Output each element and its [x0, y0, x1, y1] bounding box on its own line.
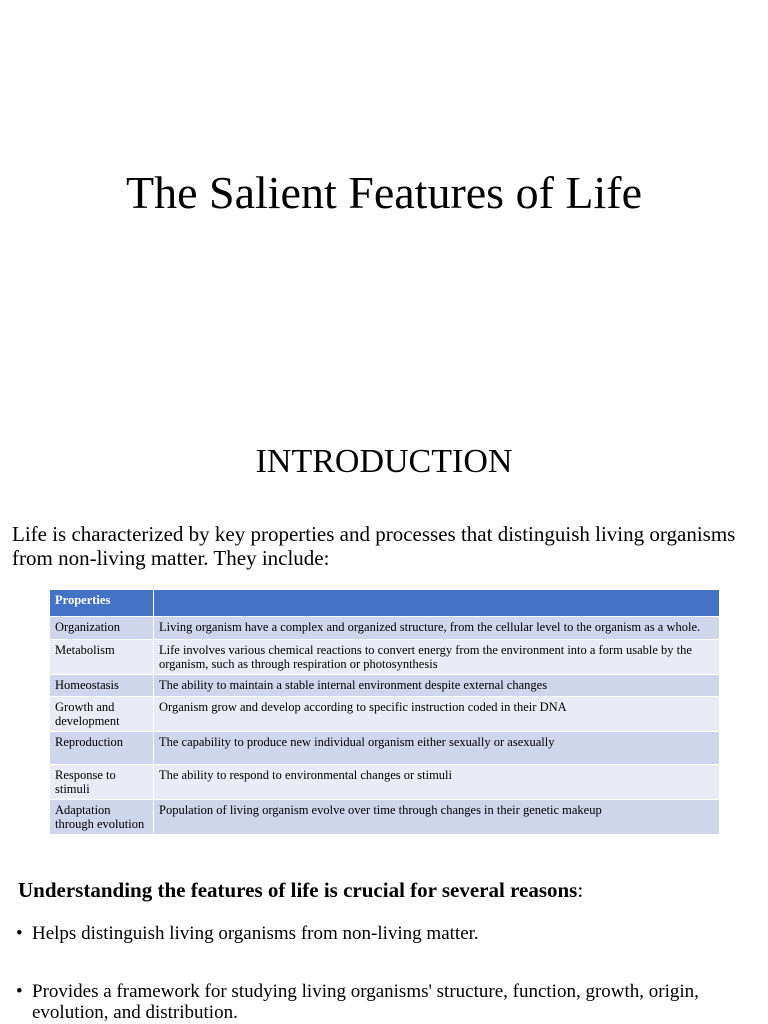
property-description: Life involves various chemical reactions to convert energy from the environment into a form usable by the organism, such as through respiration or photosynthesis [154, 640, 720, 675]
table-row [50, 640, 720, 675]
property-description: Population of living organism evolve over time through changes in their genetic makeup [154, 800, 720, 835]
property-name: Metabolism [50, 640, 154, 675]
bullet-dot-icon: • [16, 923, 23, 944]
table-row [50, 732, 720, 765]
table-row [50, 617, 720, 640]
reasons-heading-suffix: : [577, 878, 584, 902]
bullet-item [16, 981, 746, 1023]
property-name: Growth and development [50, 697, 154, 732]
property-name: Homeostasis [50, 675, 154, 697]
table-row [50, 675, 720, 697]
property-description: The ability to maintain a stable internal environment despite external changes [154, 675, 720, 697]
properties-table [49, 589, 720, 835]
bullet-text: Helps distinguish living organisms from non-living matter. [32, 923, 479, 944]
table-row [50, 765, 720, 800]
property-description: The capability to produce new individual organism either sexually or asexually [154, 732, 720, 765]
property-name: Organization [50, 617, 154, 640]
property-name: Response to stimuli [50, 765, 154, 800]
section-heading: INTRODUCTION [255, 443, 513, 480]
property-name: Reproduction [50, 732, 154, 765]
reasons-heading [18, 877, 758, 903]
slide-title: The Salient Features of Life [125, 167, 643, 218]
bullet-item [16, 923, 746, 944]
header-properties: Properties [50, 590, 154, 617]
reasons-heading-bold: Understanding the features of life is crucial for several reasons [18, 878, 578, 902]
header-description [154, 590, 720, 617]
property-description: Organism grow and develop according to specific instruction coded in their DNA [154, 697, 720, 732]
property-description: Living organism have a complex and organized structure, from the cellular level to the organism as a whole. [154, 617, 720, 640]
bullet-text: Provides a framework for studying living organisms' structure, function, growth, origin, evolution, and distribution. [32, 981, 699, 1023]
bullet-dot-icon: • [16, 981, 23, 1002]
table-row [50, 697, 720, 732]
property-description: The ability to respond to environmental changes or stimuli [154, 765, 720, 800]
intro-paragraph: Life is characterized by key properties and processes that distinguish living organisms from non-living matter. They include: [12, 522, 736, 570]
property-name: Adaptation through evolution [50, 800, 154, 835]
table-header-row [50, 590, 720, 617]
table-row [50, 800, 720, 835]
